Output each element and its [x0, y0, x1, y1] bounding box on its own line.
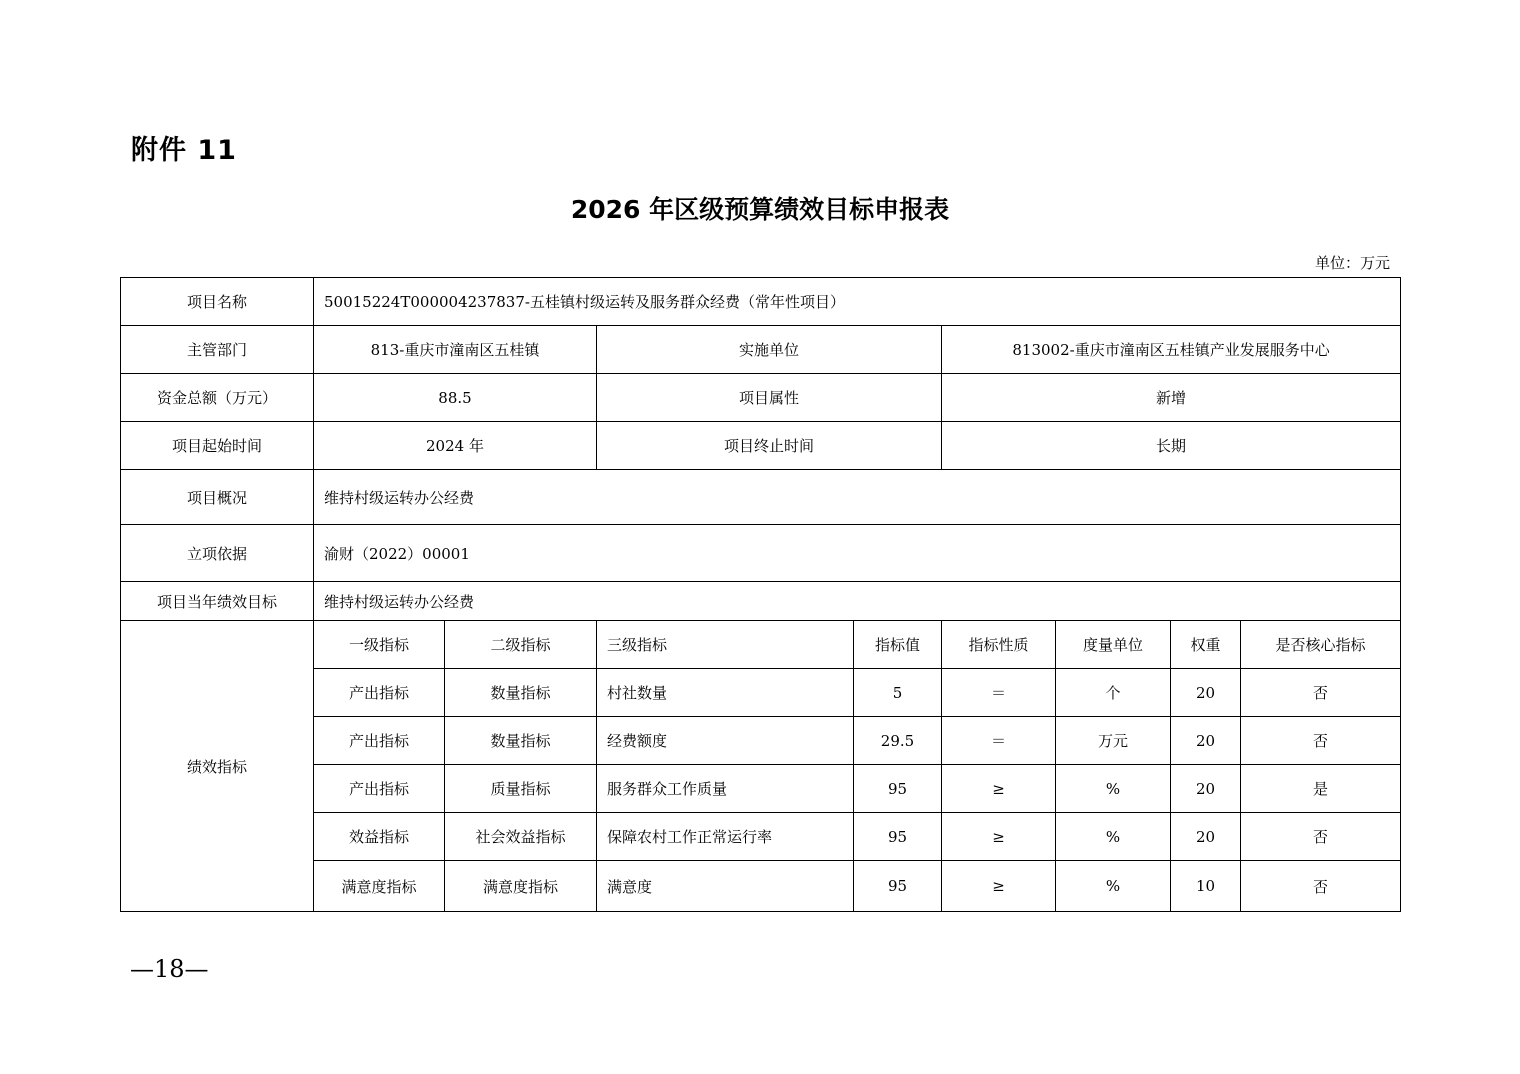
- indicator-unit: 个: [1056, 669, 1171, 717]
- header-level2: 二级指标: [445, 621, 597, 669]
- indicator-level3: 服务群众工作质量: [597, 765, 854, 813]
- indicator-nature: ＝: [942, 717, 1056, 765]
- indicator-core: 是: [1241, 765, 1401, 813]
- page-number: —18—: [130, 955, 209, 983]
- indicator-nature: ＝: [942, 669, 1056, 717]
- header-weight: 权重: [1171, 621, 1241, 669]
- overview-value: 维持村级运转办公经费: [314, 470, 1401, 525]
- indicator-level3: 经费额度: [597, 717, 854, 765]
- indicator-level2: 数量指标: [445, 717, 597, 765]
- page-title: 2026 年区级预算绩效目标申报表: [570, 195, 950, 224]
- start-label: 项目起始时间: [121, 422, 314, 470]
- attachment-label: 附件 11: [131, 135, 237, 166]
- attr-value: 新增: [942, 374, 1401, 422]
- overview-label: 项目概况: [121, 470, 314, 525]
- header-unit: 度量单位: [1056, 621, 1171, 669]
- unit-label: 单位：万元: [1314, 254, 1390, 272]
- indicator-level3: 满意度: [597, 861, 854, 912]
- indicator-nature: ≥: [942, 813, 1056, 861]
- fund-label: 资金总额（万元）: [121, 374, 314, 422]
- indicator-unit: %: [1056, 813, 1171, 861]
- indicator-level2: 数量指标: [445, 669, 597, 717]
- indicator-unit: %: [1056, 861, 1171, 912]
- row-department: [121, 326, 1401, 374]
- indicator-weight: 20: [1171, 813, 1241, 861]
- attr-label: 项目属性: [597, 374, 942, 422]
- indicator-nature: ≥: [942, 765, 1056, 813]
- row-period: [121, 422, 1401, 470]
- indicator-unit: 万元: [1056, 717, 1171, 765]
- row-basis: [121, 525, 1401, 582]
- indicator-nature: ≥: [942, 861, 1056, 912]
- indicator-level1: 满意度指标: [314, 861, 445, 912]
- indicator-header-row: [121, 621, 1401, 669]
- row-goal: [121, 582, 1401, 621]
- header-level3: 三级指标: [597, 621, 854, 669]
- row-overview: [121, 470, 1401, 525]
- header-nature: 指标性质: [942, 621, 1056, 669]
- header-level1: 一级指标: [314, 621, 445, 669]
- impl-value: 813002-重庆市潼南区五桂镇产业发展服务中心: [942, 326, 1401, 374]
- indicator-core: 否: [1241, 861, 1401, 912]
- goal-label: 项目当年绩效目标: [121, 582, 314, 621]
- indicator-value: 5: [854, 669, 942, 717]
- start-value: 2024 年: [314, 422, 597, 470]
- goal-value: 维持村级运转办公经费: [314, 582, 1401, 621]
- dept-value: 813-重庆市潼南区五桂镇: [314, 326, 597, 374]
- header-value: 指标值: [854, 621, 942, 669]
- indicator-value: 29.5: [854, 717, 942, 765]
- performance-form-table: [120, 277, 1401, 912]
- indicator-value: 95: [854, 765, 942, 813]
- basis-label: 立项依据: [121, 525, 314, 582]
- indicator-unit: %: [1056, 765, 1171, 813]
- fund-value: 88.5: [314, 374, 597, 422]
- project-name-label: 项目名称: [121, 278, 314, 326]
- basis-value: 渝财（2022）00001: [314, 525, 1401, 582]
- indicator-core: 否: [1241, 717, 1401, 765]
- indicator-level2: 满意度指标: [445, 861, 597, 912]
- indicator-core: 否: [1241, 669, 1401, 717]
- indicator-level3: 村社数量: [597, 669, 854, 717]
- indicator-level3: 保障农村工作正常运行率: [597, 813, 854, 861]
- project-name-value: 50015224T000004237837-五桂镇村级运转及服务群众经费（常年性项目）: [314, 278, 1401, 326]
- indicator-core: 否: [1241, 813, 1401, 861]
- dept-label: 主管部门: [121, 326, 314, 374]
- indicator-level2: 质量指标: [445, 765, 597, 813]
- indicator-weight: 10: [1171, 861, 1241, 912]
- impl-label: 实施单位: [597, 326, 942, 374]
- end-label: 项目终止时间: [597, 422, 942, 470]
- indicator-level2: 社会效益指标: [445, 813, 597, 861]
- indicator-weight: 20: [1171, 717, 1241, 765]
- row-project-name: [121, 278, 1401, 326]
- end-value: 长期: [942, 422, 1401, 470]
- header-core: 是否核心指标: [1241, 621, 1401, 669]
- indicator-value: 95: [854, 861, 942, 912]
- row-fund: [121, 374, 1401, 422]
- indicators-section-label: 绩效指标: [121, 621, 314, 912]
- indicator-value: 95: [854, 813, 942, 861]
- indicator-level1: 效益指标: [314, 813, 445, 861]
- indicator-level1: 产出指标: [314, 669, 445, 717]
- indicator-weight: 20: [1171, 669, 1241, 717]
- indicator-level1: 产出指标: [314, 765, 445, 813]
- indicator-level1: 产出指标: [314, 717, 445, 765]
- indicator-weight: 20: [1171, 765, 1241, 813]
